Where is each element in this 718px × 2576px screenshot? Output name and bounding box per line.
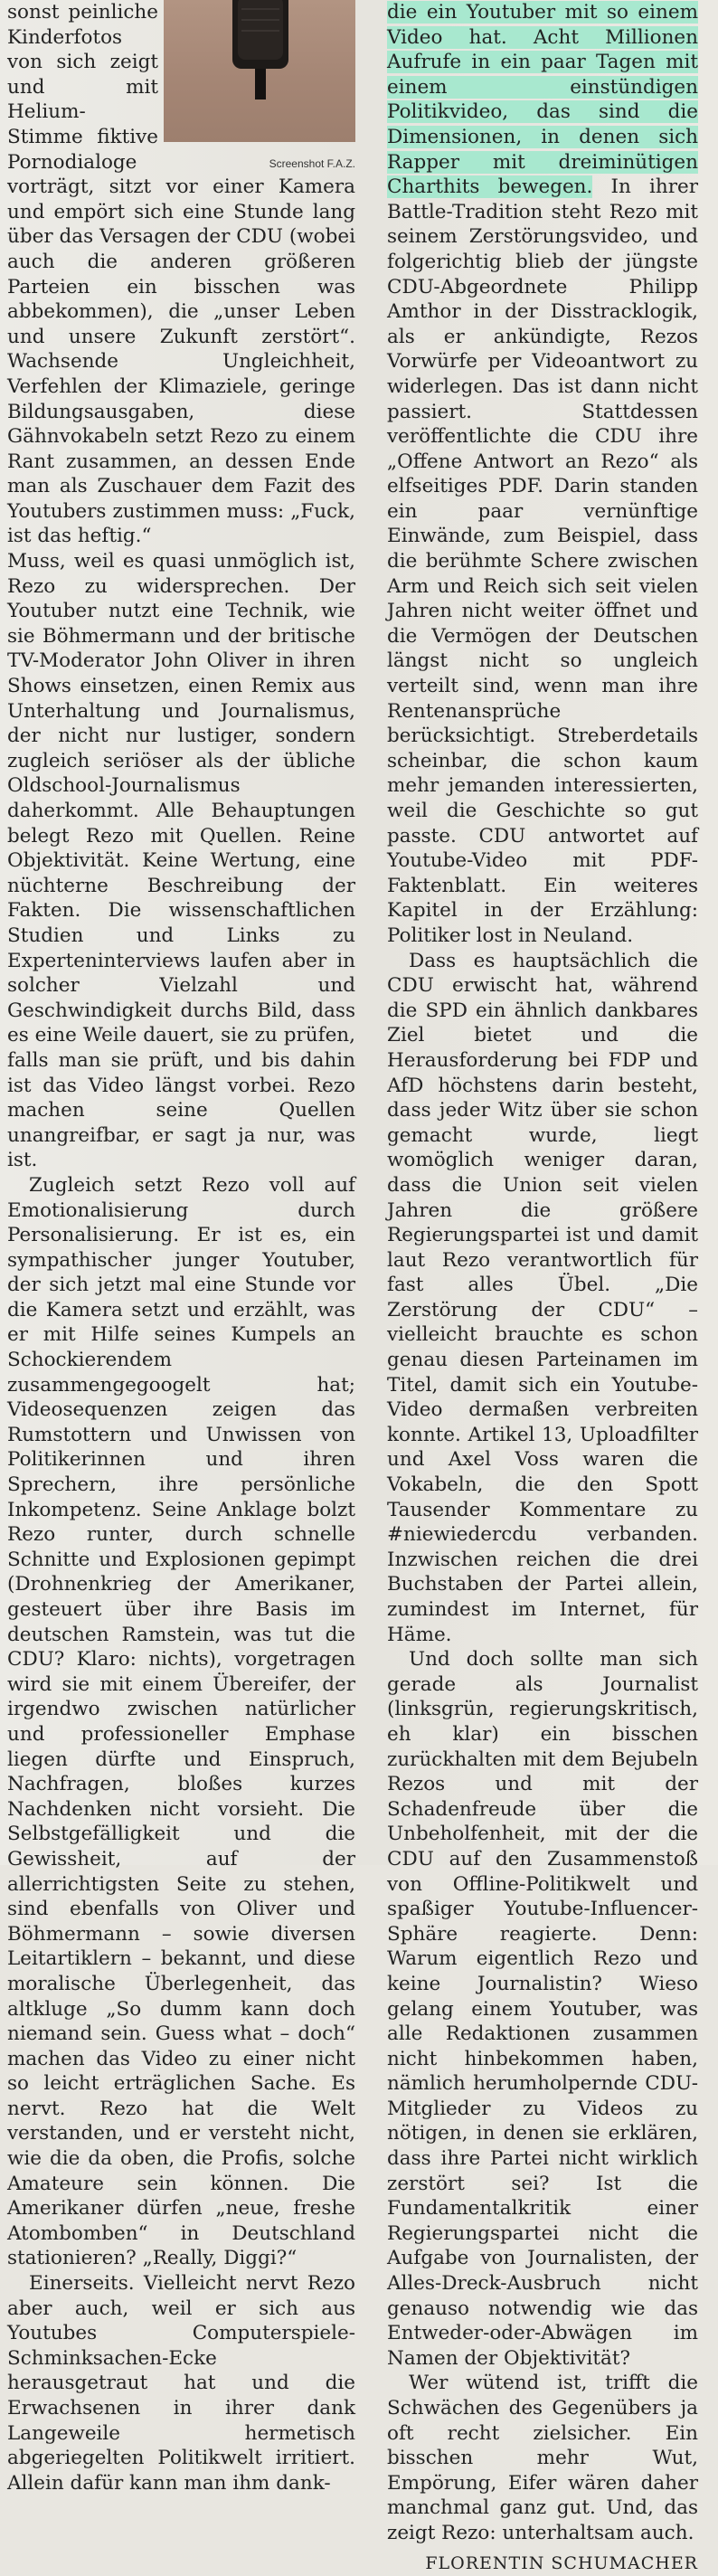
paragraph-right-4: Wer wütend ist, trifft die Schwächen des Gegenübers ja oft recht zielsicher. Ein bisschen mehr Wut, Empörung, Eifer wären daher manchmal ganz gut. Und, das zeigt Rezo: unterhaltsam auch. — [387, 2372, 698, 2544]
paragraph-right-1-rest: In ihrer Battle-Tradition steht Rezo mit seinem Zerstörungsvideo, und folgerichtig blieb der jüngste CDU-Abgeordnete Philipp Amthor in der Disstracklogik, als er ankündigte, Rezos Vorwürfe per Videoantwort zu widerlegen. Das ist dann nicht passiert. Stattdessen veröffentlichte die CDU ihre „Offene Antwort an Rezo“ als elfseitiges PDF. Darin standen ein paar vernünftige Einwände, zum Beispiel, dass die berühmte Schere zwischen Arm und Reich sich seit vielen Jahren nicht weiter öffnet und die Vermögen der Deutschen längst nicht so ungleich verteilt sind, wenn man ihre Rentenansprüche berücksichtigt. Streberdetails scheinbar, die schon kaum mehr jemanden interessierten, weil die Geschichte so gut passte. CDU antwortet auf Youtube-Video mit PDF-Faktenblatt. Ein weiteres Kapitel in der Erzählung: Politiker lost in Neuland. — [387, 175, 698, 947]
photo-caption: Screenshot F.A.Z. — [269, 157, 355, 170]
paragraph-intro: sonst peinliche Kinderfotos von sich zeigt und mit Helium-Stimme fiktive Pornodialoge vorträgt, sitzt vor einer Kamera und empört sich eine Stunde lang über das Versagen der CDU (wobei auch die anderen größeren Parteien ein bisschen was abbekommen), die „unser Leben und unsere Zukunft zerstört“. Wachsende Ungleichheit, Verfehlen der Klimaziele, geringe Bildungsausgaben, diese Gähnvokabeln setzt Rezo zu einem Rant zusammen, an dessen Ende man als Zuschauer dem Fazit des Youtubers zustimmen muss: „Fuck, ist das heftig.“ — [7, 1, 355, 548]
paragraph-2: Muss, weil es quasi unmöglich ist, Rezo zu widersprechen. Der Youtuber nutzt eine Technik, wie sie Böhmermann und der britische TV-Moderator John Oliver in ihren Shows einsetzen, einen Remix aus Unterhaltung und Journalismus, der nicht nur lustiger, sondern zugleich seriöser als der übliche Oldschool-Journalismus daherkommt. Alle Behauptungen belegt Rezo mit Quellen. Reine Objektivität. Keine Wertung, eine nüchterne Beschreibung der Fakten. Die wissenschaftlichen Studien und Links zu Experteninterviews laufen aber in solcher Vielzahl und Geschwindigkeit durchs Bild, dass es eine Weile dauert, sie zu prüfen, falls man sie prüft, und bis dahin ist das Video längst vorbei. Rezo machen seine Quellen unangreifbar, er sagt ja nur, was ist. — [7, 550, 355, 1172]
highlighted-text: die ein Youtuber mit so einem Video hat. Acht Millionen Aufrufe in ein paar Tagen mit einem einstündigen Politikvideo, das sind die Dimensionen, in denen sich Rapper mit dreiminütigen Charthits bewegen. — [387, 1, 698, 199]
paragraph-right-3: Und doch sollte man sich gerade als Journalist (linksgrün, regierungskritisch, eh klar) ein bisschen zurückhalten mit dem Bejubeln Rezos und mit der Schadenfreude über die Unbeholfenheit, mit der die CDU auf den Zusammenstoß von Offline-Politikwelt und spaßiger Youtube-Influencer-Sphäre reagierte. Denn: Warum eigentlich Rezo und keine Journalistin? Wieso gelang einem Youtuber, was alle Redaktionen zusammen nicht hinbekommen haben, nämlich herumholpernde CDU-Mitglieder zu Videos zu nötigen, in denen sie erklären, dass ihre Partei nicht wirklich zerstört sei? Ist die Fundamentalkritik einer Regierungspartei nicht die Aufgabe von Journalisten, der Alles-Dreck-Ausbruch nicht genauso notwendig wie das Entweder-oder-Abwägen im Namen der Objektivität? — [387, 1648, 698, 2370]
paragraph-4: Einerseits. Vielleicht nervt Rezo aber auch, weil er sich aus Youtubes Computerspiele-Schminksachen-Ecke herausgetraut hat und die Erwachsenen in ihrer dank Langeweile hermetisch abgeriegelten Politikwelt irritiert. Allein dafür kann man ihm dank- — [7, 2272, 355, 2495]
paragraph-right-1 — [387, 0, 698, 949]
microphone-icon — [225, 0, 296, 99]
author-byline: FLORENTIN SCHUMACHER — [425, 2552, 698, 2573]
paragraph-right-2: Dass es hauptsächlich die CDU erwischt hat, während die SPD ein ähnlich dankbares Ziel bietet und die Herausforderung bei FDP und AfD höchstens darin besteht, dass jeder Witz über sie schon gemacht wurde, liegt womöglich weniger daran, dass die Union seit vielen Jahren die größere Regierungspartei ist und damit laut Rezo verantwortlich für fast alles Übel. „Die Zerstörung der CDU“ – vielleicht brauchte es schon genau diesen Parteinamen im Titel, damit sich ein Youtube-Video dermaßen verbreiten konnte. Artikel 13, Uploadfilter und Axel Voss waren die Vokabeln, die den Spott Tausender Kommentare zu #niewiedercdu verbanden. Inzwischen reichen die drei Buchstaben der Partei allein, zumindest im Internet, für Häme. — [387, 949, 698, 1646]
left-column — [7, 0, 355, 2496]
article-photo — [164, 0, 355, 172]
paragraph-3: Zugleich setzt Rezo voll auf Emotionalisierung durch Personalisierung. Er ist es, ein sympathischer junger Youtuber, der sich jetzt mal eine Stunde vor die Kamera setzt und erzählt, was er mit Hilfe seines Kumpels an Schockierendem zusammengegoogelt hat; Videosequenzen zeigen das Rumstottern und Unwissen von Politikerinnen und ihren Sprechern, ihre persönliche Inkompetenz. Seine Anklage bolzt Rezo runter, durch schnelle Schnitte und Explosionen gepimpt (Drohnenkrieg der Amerikaner, gesteuert über ihre Basis im deutschen Ramstein, was tut die CDU? Klaro: nichts), vorgetragen wird sie mit einem Übereifer, der irgendwo zwischen natürlicher und professioneller Emphase liegen dürfte und Einspruch, Nachfragen, bloßes kurzes Nachdenken nicht vorsieht. Die Selbstgefälligkeit und die Gewissheit, auf der allerrichtigsten Seite zu stehen, sind ebenfalls von Oliver und Böhmermann – sowie diversen Leitartiklern – bekannt, und diese moralische Überlegenheit, das altkluge „So dumm kann doch niemand sein. Guess what – doch“ machen das Video zu einer nicht so leicht erträglichen Sache. Es nervt. Rezo hat die Welt verstanden, und er versteht nicht, wie die da oben, die Profis, solche Amateure sein können. Die Amerikaner dürfen „neue, freshe Atombomben“ in Deutschland stationieren? „Really, Diggi?“ — [7, 1173, 355, 2270]
right-column — [387, 0, 698, 2576]
photo-image — [164, 0, 355, 142]
